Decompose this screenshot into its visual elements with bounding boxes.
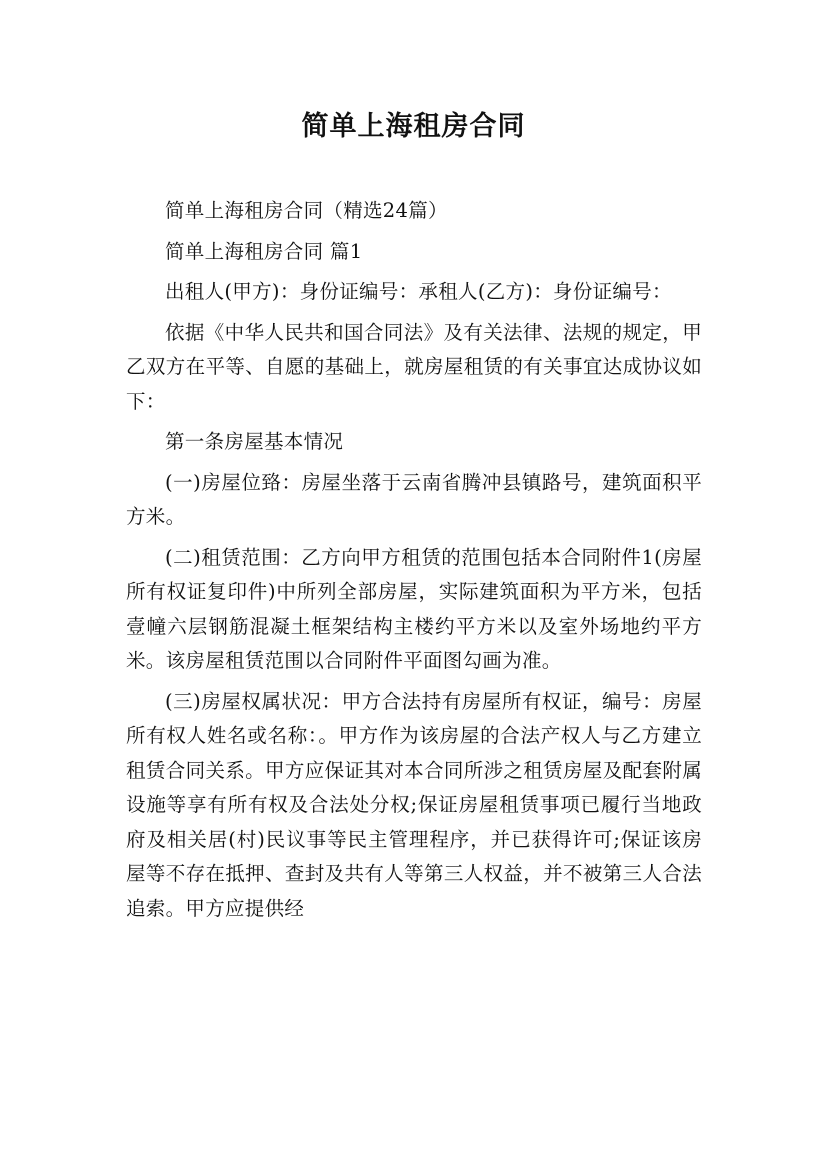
paragraph-parties: 出租人(甲方)：身份证编号：承租人(乙方)：身份证编号： xyxy=(165,280,672,303)
paragraph-house-location: (一)房屋位臵：房屋坐落于云南省腾冲县镇路号，建筑面积平方米。 xyxy=(126,470,702,528)
paragraph-subtitle: 简单上海租房合同（精选24篇） xyxy=(165,199,448,222)
paragraph-ownership-status: (三)房屋权属状况：甲方合法持有房屋所有权证，编号：房屋所有权人姓名或名称：。甲方作为该房屋的合法产权人与乙方建立租赁合同关系。甲方应保证其对本合同所涉之租赁房屋及配套附属设施等享有所有权及合法处分权;保证房屋租赁事项已履行当地政府及相关居(村)民议事等民主管理程序，并已获得许可;保证该房屋等不存在抵押、查封及共有人等第三人权益，并不被第三人合法追索。甲方应提供经 xyxy=(126,689,702,920)
document-body xyxy=(126,194,702,932)
paragraph-lease-scope: (二)租赁范围：乙方向甲方租赁的范围包括本合同附件1(房屋所有权证复印件)中所列全部房屋，实际建筑面积为平方米，包括壹幢六层钢筋混凝土框架结构主楼约平方米以及室外场地约平方米。该房屋租赁范围以合同附件平面图勾画为准。 xyxy=(126,545,702,672)
paragraph-section-heading: 简单上海租房合同 篇1 xyxy=(165,239,363,263)
paragraph-article-one: 第一条房屋基本情况 xyxy=(165,430,344,453)
document-title: 简单上海租房合同 xyxy=(301,111,526,142)
paragraph-legal-basis: 依据《中华人民共和国合同法》及有关法律、法规的规定，甲乙双方在平等、自愿的基础上，就房屋租赁的有关事宜达成协议如下： xyxy=(126,320,702,413)
